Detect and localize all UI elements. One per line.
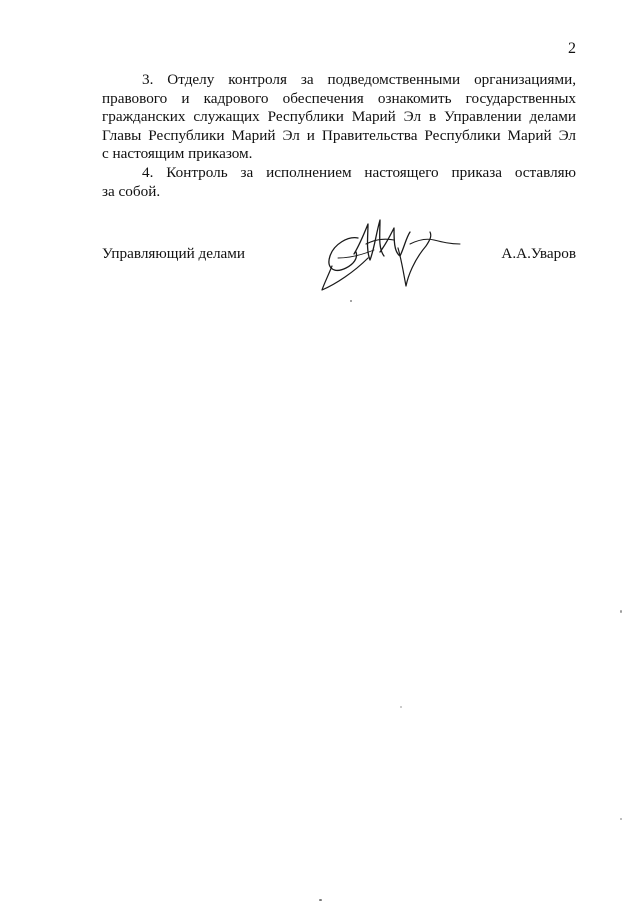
paragraph-line: 4. Контроль за исполнением настоящего приказа оставляю [142, 163, 576, 181]
paragraph-line: с настоящим приказом. [102, 145, 253, 163]
paragraph-4 [102, 164, 576, 201]
signer-name: А.А.Уваров [501, 245, 576, 262]
page-number: 2 [568, 40, 576, 57]
signer-position: Управляющий делами [102, 245, 246, 262]
document-body [102, 71, 576, 201]
scan-speck [319, 899, 322, 901]
scan-speck [620, 818, 622, 820]
paragraph-line: 3. Отделу контроля за подведомственными организациями, [142, 71, 576, 88]
paragraph-3 [102, 71, 576, 164]
scan-speck [620, 610, 622, 613]
scan-speck [350, 300, 352, 302]
paragraph-line: за собой. [102, 182, 161, 200]
paragraph-line: правового и кадрового обеспечения ознакомить государственных [102, 89, 576, 107]
paragraph-line: гражданских служащих Республики Марий Эл в Управлении делами [102, 108, 576, 126]
scan-speck [400, 706, 402, 708]
handwritten-signature [314, 214, 462, 298]
paragraph-line: Главы Республики Марий Эл и Правительства Республики Марий Эл [102, 126, 576, 144]
